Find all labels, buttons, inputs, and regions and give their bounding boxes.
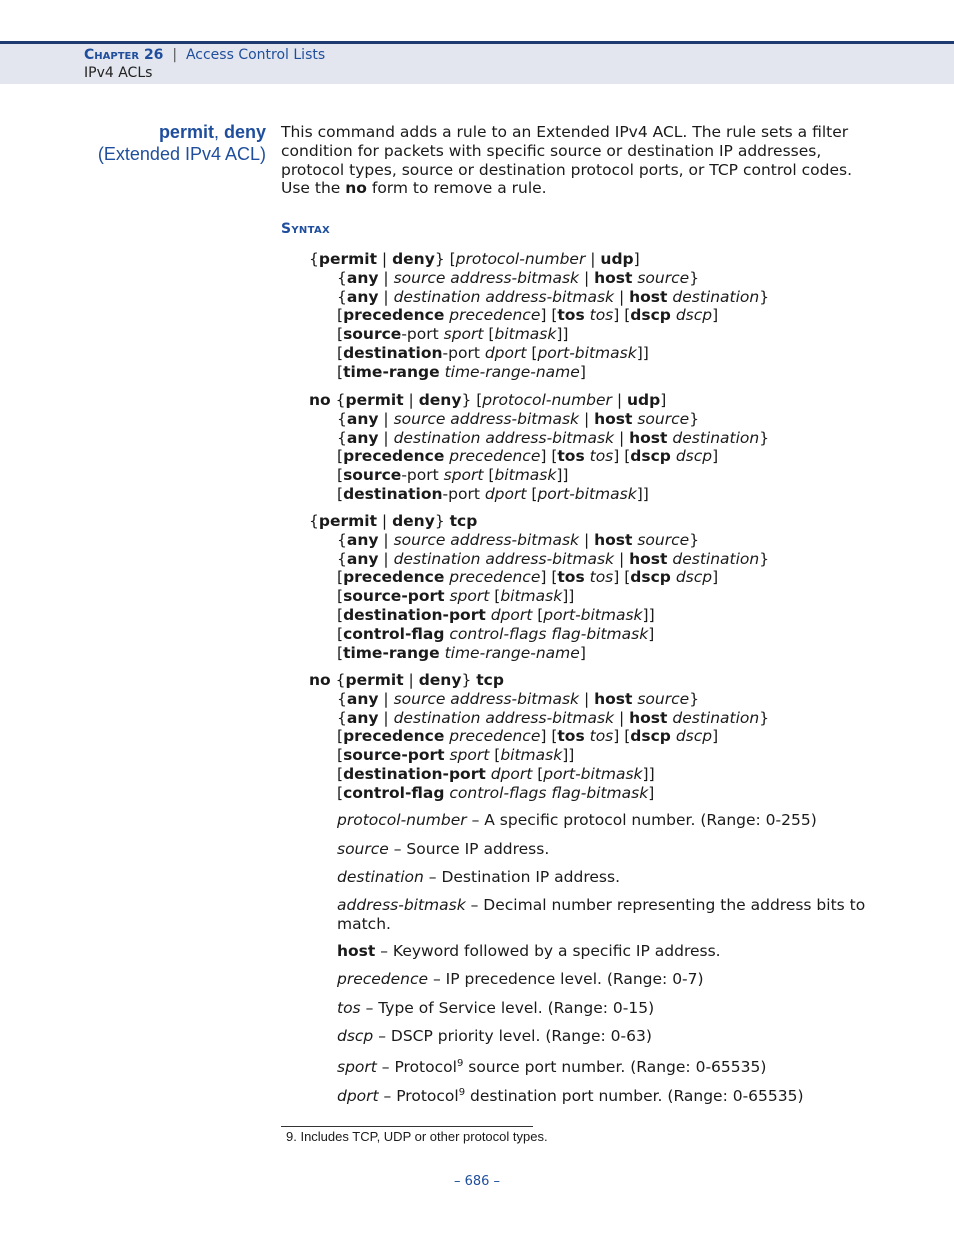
syntax-heading: Syntax [281,221,330,237]
chapter-label: Chapter 26 [84,47,164,63]
footnote-divider [281,1126,533,1127]
section-title: Access Control Lists [185,47,326,63]
syntax-block-permit-deny-tcp: {permit | deny} tcp {any | source address-bitmask | host source} {any | destination address-bitmask | host destination} [precedence precedence] [tos tos] [dscp dscp] [source-port sport [bitmask]] [destination-port dport [port-bitmask]] [control-flag control-flags flag-bitmask] [time-range time-range-name] [309,512,770,662]
page-number: – 686 – [453,1174,501,1189]
intro-no-keyword: no [345,179,367,198]
intro-text-end: form to remove a rule. [366,179,547,198]
command-deny: deny [223,122,266,142]
command-description [281,123,881,198]
def-dscp: dscp – DSCP priority level. (Range: 0-63) [337,1027,652,1045]
header-separator: | [172,47,178,63]
running-header [0,41,954,84]
header-chapter-line [84,47,325,63]
def-tos: tos – Type of Service level. (Range: 0-15) [337,999,655,1017]
def-precedence: precedence – IP precedence level. (Range: 0-7) [337,970,704,988]
command-title [98,121,266,165]
intro-text: This command adds a rule to an Extended IPv4 ACL. The rule sets a filter condition for packets with specific source or destination IP addresses, protocol types, source or destination protocol ports, or TCP control codes. Use the [281,123,852,198]
def-destination: destination – Destination IP address. [337,868,621,886]
footnote: 9. Includes TCP, UDP or other protocol types. [286,1129,548,1144]
footnote-ref[interactable]: 9 [458,1087,466,1098]
subsection-title: IPv4 ACLs [84,65,153,81]
syntax-block-permit-deny-protocol: {permit | deny} [protocol-number | udp] {any | source address-bitmask | host source} {any | destination address-bitmask | host destination} [precedence precedence] [tos tos] [dscp dscp] [source-port sport [bitmask]] [destination-port dport [port-bitmask]] [time-range time-range-name] [309,250,770,381]
syntax-block-no-protocol: no {permit | deny} [protocol-number | udp] {any | source address-bitmask | host source} {any | destination address-bitmask | host destination} [precedence precedence] [tos tos] [dscp dscp] [source-port sport [bitmask]] [destination-port dport [port-bitmask]] [309,391,770,503]
def-sport: sport – Protocol$^9$ source port number. (Range: 0-65535) [337,1058,767,1077]
command-subtitle: (Extended IPv4 ACL) [97,144,266,164]
def-protocol-number: protocol-number – A specific protocol number. (Range: 0-255) [337,811,817,829]
def-source: source – Source IP address. [337,840,550,858]
def-dport: dport – Protocol$^9$ destination port number. (Range: 0-65535) [337,1087,804,1106]
footnote-ref[interactable]: 9 [456,1058,464,1069]
command-permit: permit [158,122,214,142]
def-address-bitmask: address-bitmask – Decimal number representing the address bits to match. [337,896,866,933]
def-host: host – Keyword followed by a specific IP address. [337,942,721,960]
command-comma: , [213,122,219,142]
syntax-block-no-tcp: no {permit | deny} tcp {any | source address-bitmask | host source} {any | destination address-bitmask | host destination} [precedence precedence] [tos tos] [dscp dscp] [source-port sport [bitmask]] [destination-port dport [port-bitmask]] [control-flag control-flags flag-bitmask] [309,671,770,802]
